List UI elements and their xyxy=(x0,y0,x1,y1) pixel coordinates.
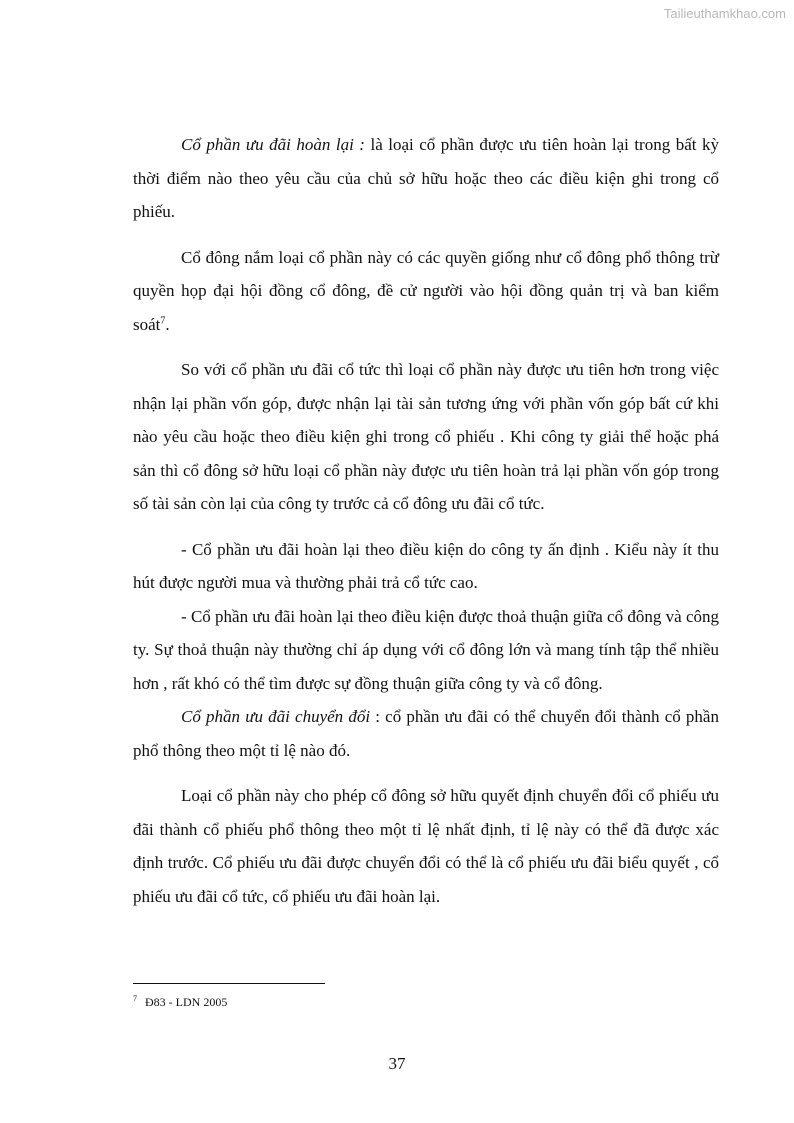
bullet-company-conditions xyxy=(133,533,719,600)
footnote-text: Đ83 - LDN 2005 xyxy=(145,995,228,1009)
footnote xyxy=(133,994,227,1010)
footnote-divider xyxy=(133,983,325,984)
paragraph-text: - Cổ phần ưu đãi hoàn lại theo điều kiện do công ty ấn định . Kiểu này ít thu hút được người mua và thường phải trả cổ tức cao. xyxy=(133,539,719,592)
paragraph-redeemable-definition xyxy=(133,128,719,229)
paragraph-conversion-detail xyxy=(133,779,719,913)
term-redeemable-preferred: Cổ phần ưu đãi hoàn lại : xyxy=(181,135,365,154)
paragraph-convertible-definition xyxy=(133,700,719,767)
paragraph-text: : cổ phần ưu đãi có thể chuyển đổi thành cổ phần phổ thông theo một tỉ lệ nào đó. xyxy=(133,707,719,760)
page-number: 37 xyxy=(388,1054,406,1073)
bullet-agreed-conditions xyxy=(133,600,719,701)
footnote-reference[interactable]: 7 xyxy=(160,314,166,326)
watermark: Tailieuthamkhao.com xyxy=(663,6,786,21)
term-convertible-preferred: Cổ phần ưu đãi chuyển đổi xyxy=(181,707,371,726)
paragraph-text: Loại cổ phần này cho phép cổ đông sở hữu quyết định chuyển đổi cổ phiếu ưu đãi thành cổ phiếu phổ thông theo một tỉ lệ nhất định, tỉ lệ này có thể đã được xác định trước. Cổ phiếu ưu đãi được chuyển đổi có thể là cổ phiếu ưu đãi biểu quyết , cổ phiếu ưu đãi cổ tức, cổ phiếu ưu đãi hoàn lại. xyxy=(133,786,719,906)
paragraph-text: So với cổ phần ưu đãi cổ tức thì loại cổ phần này được ưu tiên hơn trong việc nhận lại phần vốn góp, được nhận lại tài sản tương ứng với phần vốn góp bất cứ khi nào yêu cầu hoặc theo điều kiện ghi trong cổ phiếu . Khi công ty giải thể hoặc phá sản thì cổ đông sở hữu loại cổ phần này được ưu tiên hoàn trả lại phần vốn góp trong số tài sản còn lại của công ty trước cả cổ đông ưu đãi cổ tức. xyxy=(133,360,719,513)
page-body xyxy=(133,128,719,925)
paragraph-text: là loại cổ phần được ưu tiên hoàn lại trong bất kỳ thời điểm nào theo yêu cầu của chủ sở hữu hoặc theo các điều kiện ghi trong cổ phiếu. xyxy=(133,135,719,221)
paragraph-text: Cổ đông nắm loại cổ phần này có các quyền giống như cổ đông phổ thông trừ quyền họp đại hội đồng cổ đông, đề cử người vào hội đồng quản trị và ban kiểm soát xyxy=(133,247,719,334)
footnote-number: 7 xyxy=(133,994,137,1003)
paragraph-shareholder-rights: Cổ đông nắm loại cổ phần này có các quyền giống như cổ đông phổ thông trừ quyền họp đại hội đồng cổ đông, đề cử người vào hội đồng quản trị và ban kiểm soát$^7$. xyxy=(133,247,719,334)
paragraph-comparison xyxy=(133,353,719,521)
paragraph-text: - Cổ phần ưu đãi hoàn lại theo điều kiện được thoả thuận giữa cổ đông và công ty. Sự thoả thuận này thường chỉ áp dụng với cổ đông lớn và mang tính tập thể nhiều hơn , rất khó có thể tìm được sự đồng thuận giữa công ty và cổ đông. xyxy=(133,606,719,693)
